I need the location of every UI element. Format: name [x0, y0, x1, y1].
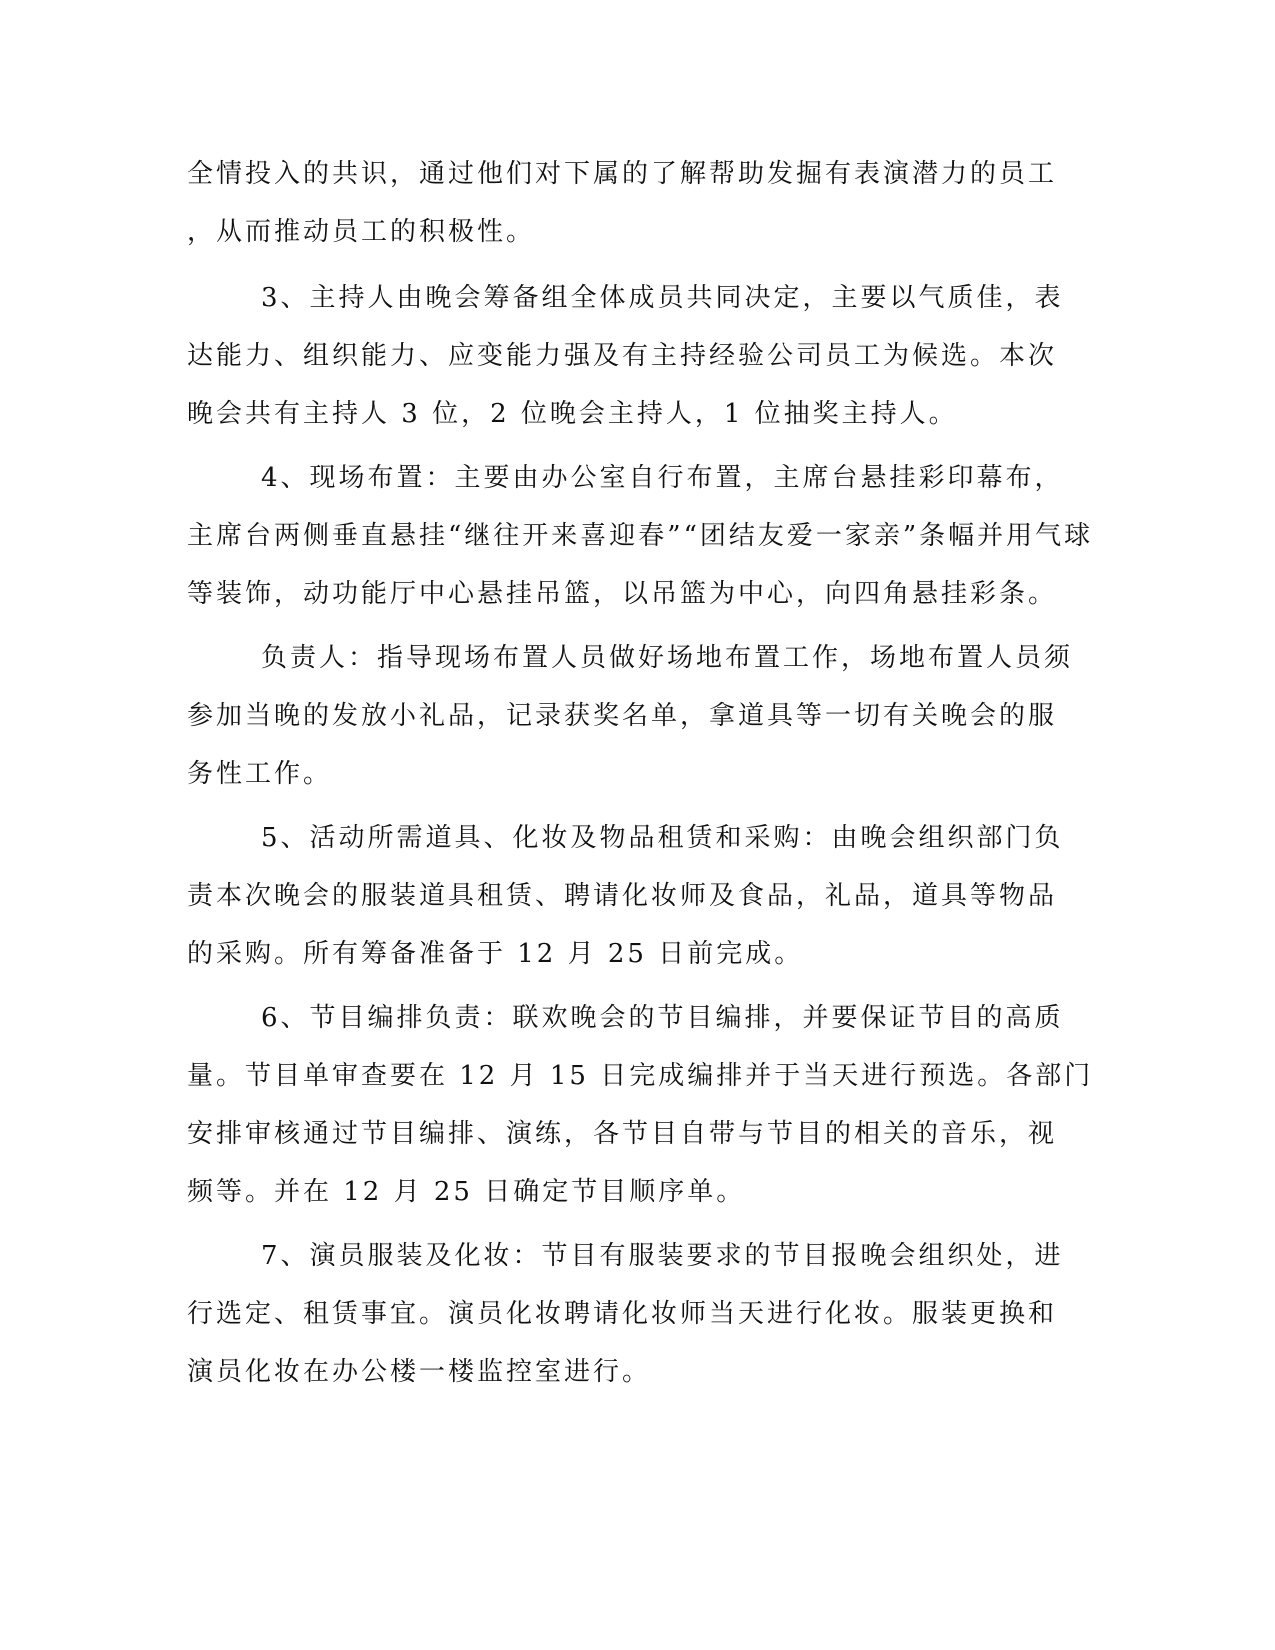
text-line: 参加当晚的发放小礼品，记录获奖名单，拿道具等一切有关晚会的服: [187, 701, 1058, 731]
text-line: 全情投入的共识，通过他们对下属的了解帮助发掘有表演潜力的员工: [187, 159, 1058, 189]
text-line: ，从而推动员工的积极性。: [187, 217, 536, 247]
text-line: 行选定、租赁事宜。演员化妆聘请化妆师当天进行化妆。服装更换和: [187, 1299, 1058, 1329]
paragraph-4-line: 4、现场布置：主要由办公室自行布置，主席台悬挂彩印幕布，: [261, 463, 1064, 493]
text-line: 务性工作。: [187, 759, 333, 789]
text-line: 的采购。所有筹备准备于 12 月 25 日前完成。: [187, 939, 804, 969]
paragraph-7-line: 7、演员服装及化妆：节目有服装要求的节目报晚会组织处，进: [261, 1241, 1064, 1271]
text-line: 达能力、组织能力、应变能力强及有主持经验公司员工为候选。本次: [187, 341, 1058, 371]
paragraph-6-line: 6、节目编排负责：联欢晚会的节目编排，并要保证节目的高质: [261, 1003, 1064, 1033]
text-line: 等装饰，动功能厅中心悬挂吊篮，以吊篮为中心，向四角悬挂彩条。: [187, 579, 1058, 609]
paragraph-5-line: 5、活动所需道具、化妆及物品租赁和采购：由晚会组织部门负: [261, 823, 1064, 853]
text-line: 量。节目单审查要在 12 月 15 日完成编排并于当天进行预选。各部门: [187, 1061, 1094, 1091]
responsible-person-line: 负责人：指导现场布置人员做好场地布置工作，场地布置人员须: [261, 643, 1074, 673]
text-line: 安排审核通过节目编排、演练，各节目自带与节目的相关的音乐，视: [187, 1119, 1058, 1149]
text-line: 演员化妆在办公楼一楼监控室进行。: [187, 1357, 652, 1387]
text-line: 频等。并在 12 月 25 日确定节目顺序单。: [187, 1177, 746, 1207]
text-line: 晚会共有主持人 3 位，2 位晚会主持人，1 位抽奖主持人。: [187, 399, 958, 429]
text-line: 责本次晚会的服装道具租赁、聘请化妆师及食品，礼品，道具等物品: [187, 881, 1058, 911]
paragraph-3-line: 3、主持人由晚会筹备组全体成员共同决定，主要以气质佳，表: [261, 283, 1064, 313]
text-line: 主席台两侧垂直悬挂“继往开来喜迎春”“团结友爱一家亲”条幅并用气球: [187, 521, 1094, 551]
